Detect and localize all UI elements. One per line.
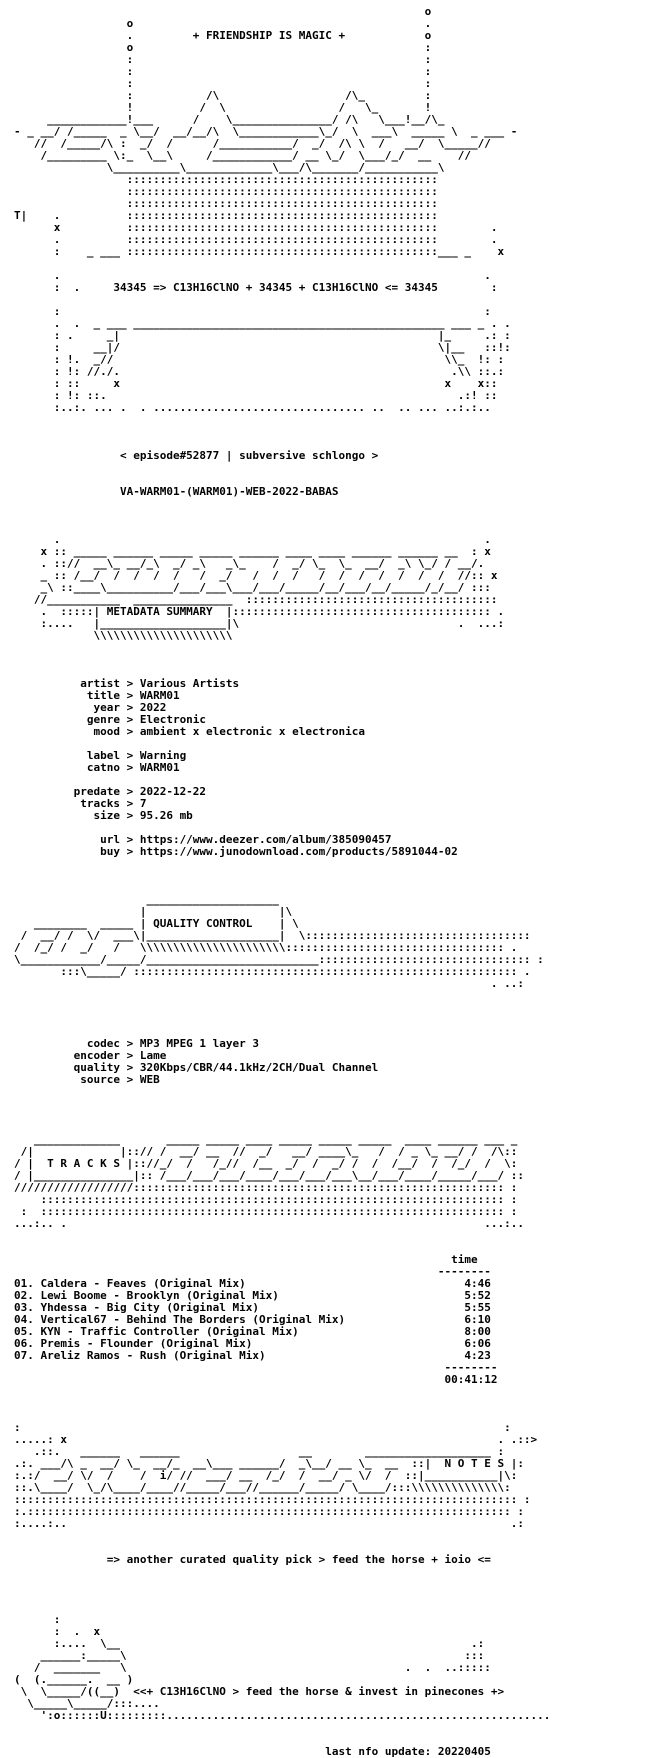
nfo-line: ::.\____/ \_/\____/____//_____/___//______/_____/ \____/:::\\\\\\\\\\\\\\: [14,1481,511,1494]
nfo-line: ::::::::::::::::::::::::::::::::::::::::::::::: [14,173,438,186]
nfo-line [14,1566,634,1578]
nfo-line: . . [14,269,491,282]
nfo-line [14,498,634,510]
nfo-line: 05. KYN - Traffic Controller (Original Mix) 8:00 [14,1325,491,1338]
nfo-line: quality > 320Kbps/CBR/44.1kHz/2CH/Dual Channel [14,1061,379,1074]
nfo-line: VA-WARM01-(WARM01)-WEB-2022-BABAS [14,485,339,498]
nfo-line: 03. Yhdessa - Big City (Original Mix) 5:55 [14,1301,491,1314]
nfo-line: : __|/ \|__ ::!: [14,341,511,354]
nfo-line: : : [14,1421,511,1434]
nfo-line: //////////////////:::::::::::::::::::::::::::::::::::::::::::::::::::::::: : [14,1181,518,1194]
nfo-line: size > 95.26 mb [14,809,193,822]
nfo-line: url > https://www.deezer.com/album/385090457 [14,833,392,846]
nfo-line: _\ ::____\__________/___/___\___/___/_____/__/___/__/_____/_/__/ ::: [14,581,491,594]
nfo-line [14,414,634,426]
nfo-line: ! / \ / \_ ! [14,101,432,114]
nfo-line: catno > WARM01 [14,761,180,774]
nfo-line: : _ ___ :::::::::::::::::::::::::::::::::::::::::::::::___ _ x [14,245,505,258]
nfo-line [14,1734,634,1746]
nfo-line [14,1230,634,1242]
nfo-line [14,1098,634,1110]
nfo-line: ...:.. . ...:.. [14,1217,524,1230]
nfo-line: => another curated quality pick > feed the horse + ioio <= [14,1553,491,1566]
nfo-line: :::::::::::::::::::::::::::::::::::::::::::::::::::::::::::::::::::::: : [14,1193,518,1206]
nfo-line: genre > Electronic [14,713,207,726]
nfo-line: . ::::::::::::::::::::::::::::::::::::::::::::::: . [14,233,498,246]
nfo-line: :::\_____/ :::::::::::::::::::::::::::::::::::::::::::::::::::::::::: . [14,965,531,978]
nfo-line: :....:.. .: [14,1517,524,1530]
nfo-line: < episode#52877 | subversive schlongo > [14,449,379,462]
nfo-line: T| . ::::::::::::::::::::::::::::::::::::::::::::::: [14,209,438,222]
nfo-line: // /_____/\ : _/ / /___________/ _/ /\ \ / __/ \_____// [14,137,491,150]
nfo-line: \____________/_____/__________________________:::::::::::::::::::::::::::::::: : [14,953,544,966]
nfo-line: tracks > 7 [14,797,147,810]
nfo-line: : : [14,77,432,90]
nfo-line: : : [14,65,432,78]
nfo-line: ( (.______. __ ) [14,1673,134,1686]
nfo-line: / __/ / \/ ___\|____________________| \:::::::::::::::::::::::::::::::::: [14,929,531,942]
nfo-line: :.::::::::::::::::::::::::::::::::::::::::::::::::::::::::::::::::::::::::: : [14,1505,524,1518]
nfo-line: : :::::::::::::::::::::::::::::::::::::::::::::::::::::::::::::::::::::: : [14,1205,518,1218]
nfo-line: -------- [14,1361,498,1374]
nfo-line: : [14,1613,61,1626]
nfo-line [14,1386,634,1398]
nfo-line [14,870,634,882]
nfo-line: buy > https://www.junodownload.com/products/5891044-02 [14,845,458,858]
nfo-line: -------- [14,1265,491,1278]
nfo-line: : :: x x x:: [14,377,498,390]
nfo-text-art [14,6,634,1758]
nfo-line: .::. ______ ______ __ ___________________ : [14,1445,505,1458]
nfo-line [14,642,634,654]
nfo-line: o . [14,17,432,30]
nfo-line: / | T R A C K S |:://_/ / /_// /__ _/ / _/ / / /__/ / /_/ / \: [14,1157,518,1170]
nfo-line: /_________ \:_ \__\ /____________/ __ \_/ \___/_/ __ // [14,149,471,162]
nfo-line: - _ __/ /_____ _ \__/ __/__/\ \____________\_/ \ ___\ _____ \ _ ___ - [14,125,518,138]
nfo-line: ____________!___ / \_______________/ /\ \___!__/\_ [14,113,445,126]
nfo-line [14,1086,634,1098]
nfo-line [14,1590,634,1602]
nfo-line: :..:. ... . . ................................ .. .. ... ..:.:.. [14,401,491,414]
nfo-line [14,654,634,666]
nfo-line: x ::::::::::::::::::::::::::::::::::::::::::::::: . [14,221,498,234]
nfo-line: 07. Areliz Ramos - Rush (Original Mix) 4:23 [14,1349,491,1362]
nfo-line: _ :: /__/ / / / / / _/ / / / / / / / / / / //:: x [14,569,498,582]
nfo-line [14,1722,634,1734]
nfo-line: | |\ [14,905,293,918]
nfo-line: _____________ _____ _____ ____ _____ _____ _____ ____ ______ ___ _ [14,1133,518,1146]
nfo-line [14,858,634,870]
nfo-line: \\\\\\\\\\\\\\\\\\\\\ [14,629,233,642]
nfo-line: o : [14,41,432,54]
nfo-line [14,1014,634,1026]
nfo-line: :.... \__ .: [14,1637,485,1650]
nfo-line: . ..: [14,977,524,990]
nfo-line: . :::::| METADATA SUMMARY |::::::::::::::::::::::::::::::::::::::: . [14,605,505,618]
nfo-line: : : [14,305,491,318]
nfo-line: : !: ::. .:! :: [14,389,498,402]
nfo-line: predate > 2022-12-22 [14,785,207,798]
nfo-line [14,1530,634,1542]
nfo-line: o [14,6,432,18]
nfo-line: title > WARM01 [14,689,180,702]
nfo-line: 06. Premis - Flounder (Original Mix) 6:06 [14,1337,491,1350]
nfo-line: : !. _// \\_ !: : [14,353,505,366]
nfo-line: .....: x . .::> [14,1433,538,1446]
nfo-line [14,1002,634,1014]
nfo-line: . ::// __\_ __/_\ _/ _\ _\_ / _/ \_ \_ __/ _\ \_/ / __/. [14,557,485,570]
nfo-line: .:. ___/\ _ __/ \_ __/_ __\___ ______/ _\__/ __ \_ __ ::| N O T E S |: [14,1457,524,1470]
nfo-line: :.... |___________________|\ . ...: [14,617,505,630]
nfo-line: year > 2022 [14,701,167,714]
nfo-line: 04. Vertical67 - Behind The Borders (Original Mix) 6:10 [14,1313,491,1326]
nfo-line: ':o::::::U:::::::::.......................................................... [14,1709,551,1722]
nfo-line: ______:_____\ ::: [14,1649,485,1662]
nfo-line: ::::::::::::::::::::::::::::::::::::::::::::::: [14,185,438,198]
nfo-line: . . [14,533,491,546]
nfo-line: /| |::// / __/ __ // _/ __/ ____\_ / / _ \_ __/ / /\:: [14,1145,518,1158]
nfo-line: \_____\_____/:::.... [14,1697,160,1710]
nfo-line [14,1110,634,1122]
nfo-line: : . x [14,1625,101,1638]
nfo-line [14,990,634,1002]
nfo-line: . + FRIENDSHIP IS MAGIC + o [14,29,432,42]
nfo-line [14,1578,634,1590]
nfo-line: artist > Various Artists [14,677,240,690]
nfo-line: //___________ _______________ :::::::::::::::::::::::::::::::::::::: [14,593,498,606]
nfo-line: / _______ \ . . ..::::: [14,1661,491,1674]
nfo-line: / /_/ / _/ / \\\\\\\\\\\\\\\\\\\\\\::::::::::::::::::::::::::::::::: . [14,941,518,954]
nfo-line: : !: //./. .\\ ::.: [14,365,505,378]
nfo-line: ____________________ [14,893,279,906]
nfo-line: last nfo update: 20220405 [14,1745,491,1758]
nfo-line: . . _ ___ _______________________________________________ ___ _ . . [14,317,511,330]
nfo-line: 02. Lewi Boome - Brooklyn (Original Mix) 5:52 [14,1289,491,1302]
nfo-line: time [14,1253,478,1266]
nfo-line: : . 34345 => C13H16ClNO + 34345 + C13H16ClNO <= 34345 : [14,281,498,294]
nfo-line: 01. Caldera - Feaves (Original Mix) 4:46 [14,1277,491,1290]
nfo-line: : . _| |_ .: : [14,329,511,342]
nfo-line: mood > ambient x electronic x electronica [14,725,365,738]
nfo-line [14,426,634,438]
nfo-line: \__________\_____________\___/\_______/___________\ [14,161,445,174]
nfo-line: 00:41:12 [14,1373,498,1386]
nfo-line: label > Warning [14,749,187,762]
nfo-line [14,1398,634,1410]
nfo-line: x :: _____ ______ _____ _____ ______ ____ ____ ______ ______ __ : x [14,545,491,558]
nfo-line: encoder > Lame [14,1049,167,1062]
nfo-line: :.:/ __/ \/ / / i/ // ___/ __ /_/ / __/ _ \/ / ::|___________|\: [14,1469,518,1482]
nfo-line: ________ _____ | QUALITY CONTROL | \ [14,917,299,930]
nfo-line: :::::::::::::::::::::::::::::::::::::::::::::::::::::::::::::::::::::::::::: : [14,1493,531,1506]
nfo-line: source > WEB [14,1073,160,1086]
nfo-line: : : [14,53,432,66]
nfo-line: codec > MP3 MPEG 1 layer 3 [14,1037,260,1050]
nfo-line: \ \_____/((__) <<+ C13H16ClNO > feed the horse & invest in pinecones +> [14,1685,505,1698]
nfo-line: ::::::::::::::::::::::::::::::::::::::::::::::: [14,197,438,210]
nfo-line: : /\ /\_ : [14,89,432,102]
nfo-line [14,510,634,522]
nfo-line: / |_______________|:: /___/___/___/____/___/___/___\__/___/____/_____/___/ :: [14,1169,524,1182]
nfo-line [14,1602,634,1614]
nfo-line [14,462,634,474]
